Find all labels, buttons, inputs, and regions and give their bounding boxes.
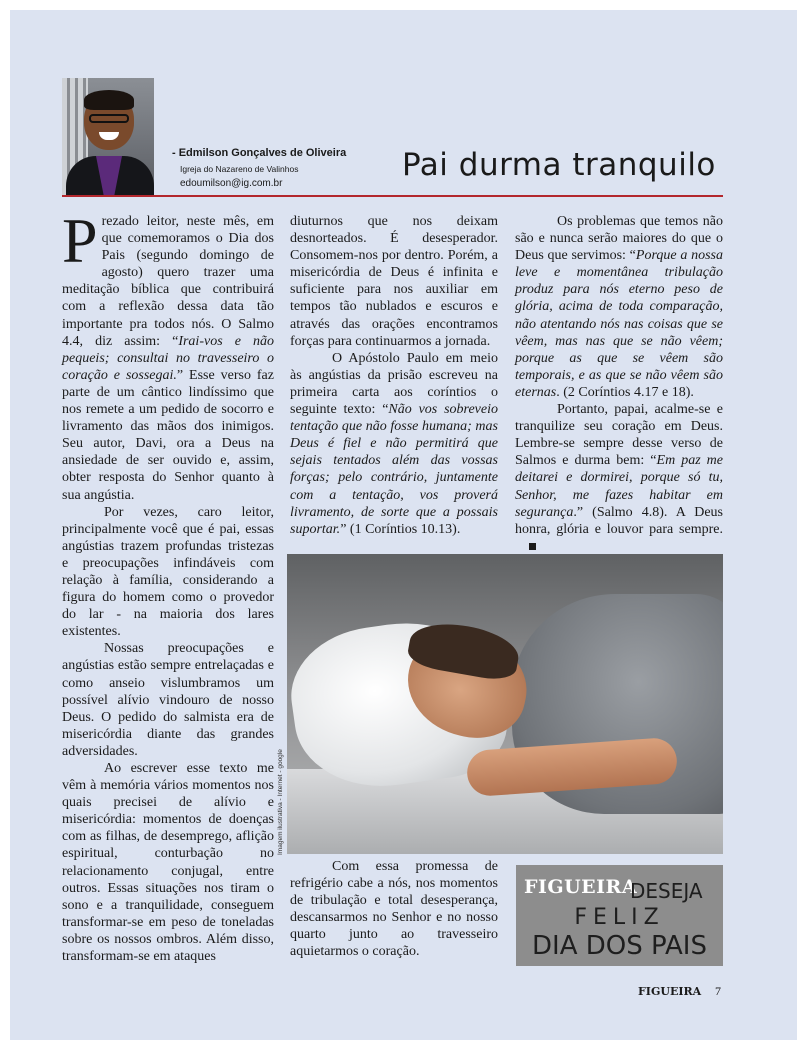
ad-line-2: FELIZ <box>574 905 665 930</box>
paragraph <box>62 205 274 504</box>
ad-line-1: DESEJA <box>630 879 703 903</box>
author-name: - Edmilson Gonçalves de Oliveira <box>172 147 347 159</box>
author-glasses <box>89 114 129 123</box>
author-photo <box>62 78 154 196</box>
paragraph: Ao escrever esse texto me vêm à memória vários momentos nos quais precisei de alívio e misericórdia: momentos de doenças com as filhas, de desemprego, aflição espiritual, conturbação no relacionamento conjugal, entre outros. Essas situações nos tiram o sono e a tranquilidade, conseguem transformar-se em peso de toneladas sobre os nossos ombros. Além disso, transformam-se em ataques <box>62 761 274 965</box>
bible-quote: Em paz me deitarei e dormirei, porque só tu, Senhor, me fazes habitar em segurança <box>515 453 723 520</box>
paragraph-text: Portanto, papai, acalme-se e tranquilize seu coração em Deus. Lembre-se sempre desse verso de Salmos e durma bem: “ <box>515 402 723 469</box>
bible-quote: Não vos sobreveio tentação que não fosse humana; mas Deus é fiel e não permitirá que sejais tentados além das vossas forças; pelo contrário, juntamente com a tentação, vos proverá livramento, de sorte que a possais suportar. <box>290 402 498 537</box>
paragraph: Com essa promessa de refrigério cabe a nós, nos momentos de tribulação e total desesperança, descansarmos no Senhor e no nosso quarto junto ao travesseiro aquietarmos o coração. <box>290 859 498 960</box>
magazine-page <box>10 10 797 1040</box>
end-of-article-mark <box>529 543 536 550</box>
ad-brand-logo: FIGUEIRA <box>524 876 638 898</box>
footer-brand-logo: FIGUEIRA <box>638 985 702 998</box>
article-column-2-continued <box>290 858 498 961</box>
article-column-1 <box>62 205 274 965</box>
article-column-3 <box>515 213 723 555</box>
drop-cap: P <box>62 205 98 276</box>
paragraph-text: .” (Salmo 4.8). A Deus honra, glória e louvor para sempre. <box>515 504 723 537</box>
page-number: 7 <box>715 984 721 998</box>
paragraph: Por vezes, caro leitor, principalmente você que é pai, essas angústias trazem profundas tristezas e preocupações infindáveis com relação à família, considerando a figura do homem como o provedor do lar - na maioria dos lares existentes. <box>62 504 274 640</box>
paragraph-text: O Apóstolo Paulo em meio às angústias da prisão escreveu na primeira carta aos coríntios o seguinte texto: “ <box>290 350 498 418</box>
bible-quote: Irai-vos e não pequeis; consultai no travesseiro o coração e sossegai. <box>62 333 274 383</box>
article-title: Pai durma tranquilo <box>402 147 716 183</box>
paragraph <box>290 350 498 538</box>
paragraph-text: Os problemas que temos não são e nunca serão maiores do que o Deus que servimos: “ <box>515 214 723 264</box>
bible-quote: Porque a nossa leve e momentânea tribulação produz para nós eterno peso de glória, acima de toda comparação, não atentando nós nas coisas que se vêem, mas nas que se não vêem; porque as que se vêem são temporais, e as que se não vêem são eternas <box>515 248 723 400</box>
article-column-2 <box>290 213 498 538</box>
author-hair <box>84 90 134 110</box>
paragraph <box>515 213 723 401</box>
title-divider <box>62 195 723 197</box>
fathers-day-ad <box>516 865 723 966</box>
paragraph-text: ” (1 Coríntios 10.13). <box>340 521 461 537</box>
paragraph-text: . (2 Coríntios 4.17 e 18). <box>556 384 694 400</box>
paragraph: Nossas preocupações e angústias estão sempre entrelaçadas e como anseio vislumbramos um possível alívio vindouro de nosso Deus. O pedido do salmista era de misericórdia diante das grandes adversidades. <box>62 641 274 759</box>
photo-credit: Imagem ilustrativa - Internet - google <box>277 749 284 855</box>
sleeping-man-photo <box>287 554 723 854</box>
author-church: Igreja do Nazareno de Valinhos <box>180 164 299 174</box>
paragraph <box>515 401 723 555</box>
paragraph-text: rezado leitor, neste mês, em que comemoramos o Dia dos Pais (segundo domingo de agosto) quero trazer uma meditação bíblica que contribuirá com a reflexão dessa data tão importante pra todos nós. O Salmo 4.4, diz assim: “ <box>62 214 274 349</box>
paragraph: diuturnos que nos deixam desnorteados. É desesperador. Consomem-nos por dentro. Porém, a misericórdia de Deus é infinita e suficiente para nos auxiliar em tempos tão nublados e escuros e através das orações encontramos forças para continuarmos a jornada. <box>290 214 498 349</box>
author-email[interactable]: edoumilson@ig.com.br <box>180 178 283 189</box>
paragraph-text: ” Esse verso faz parte de um cântico lindíssimo que nos remete a um pedido de socorro e livramento das mãos dos inimigos. Seu autor, Davi, ora a Deus na ansiedade de ser ouvido e, assim, obter resposta do Senhor quanto à sua angústia. <box>62 367 274 503</box>
ad-line-3: DIA DOS PAIS <box>532 931 707 961</box>
